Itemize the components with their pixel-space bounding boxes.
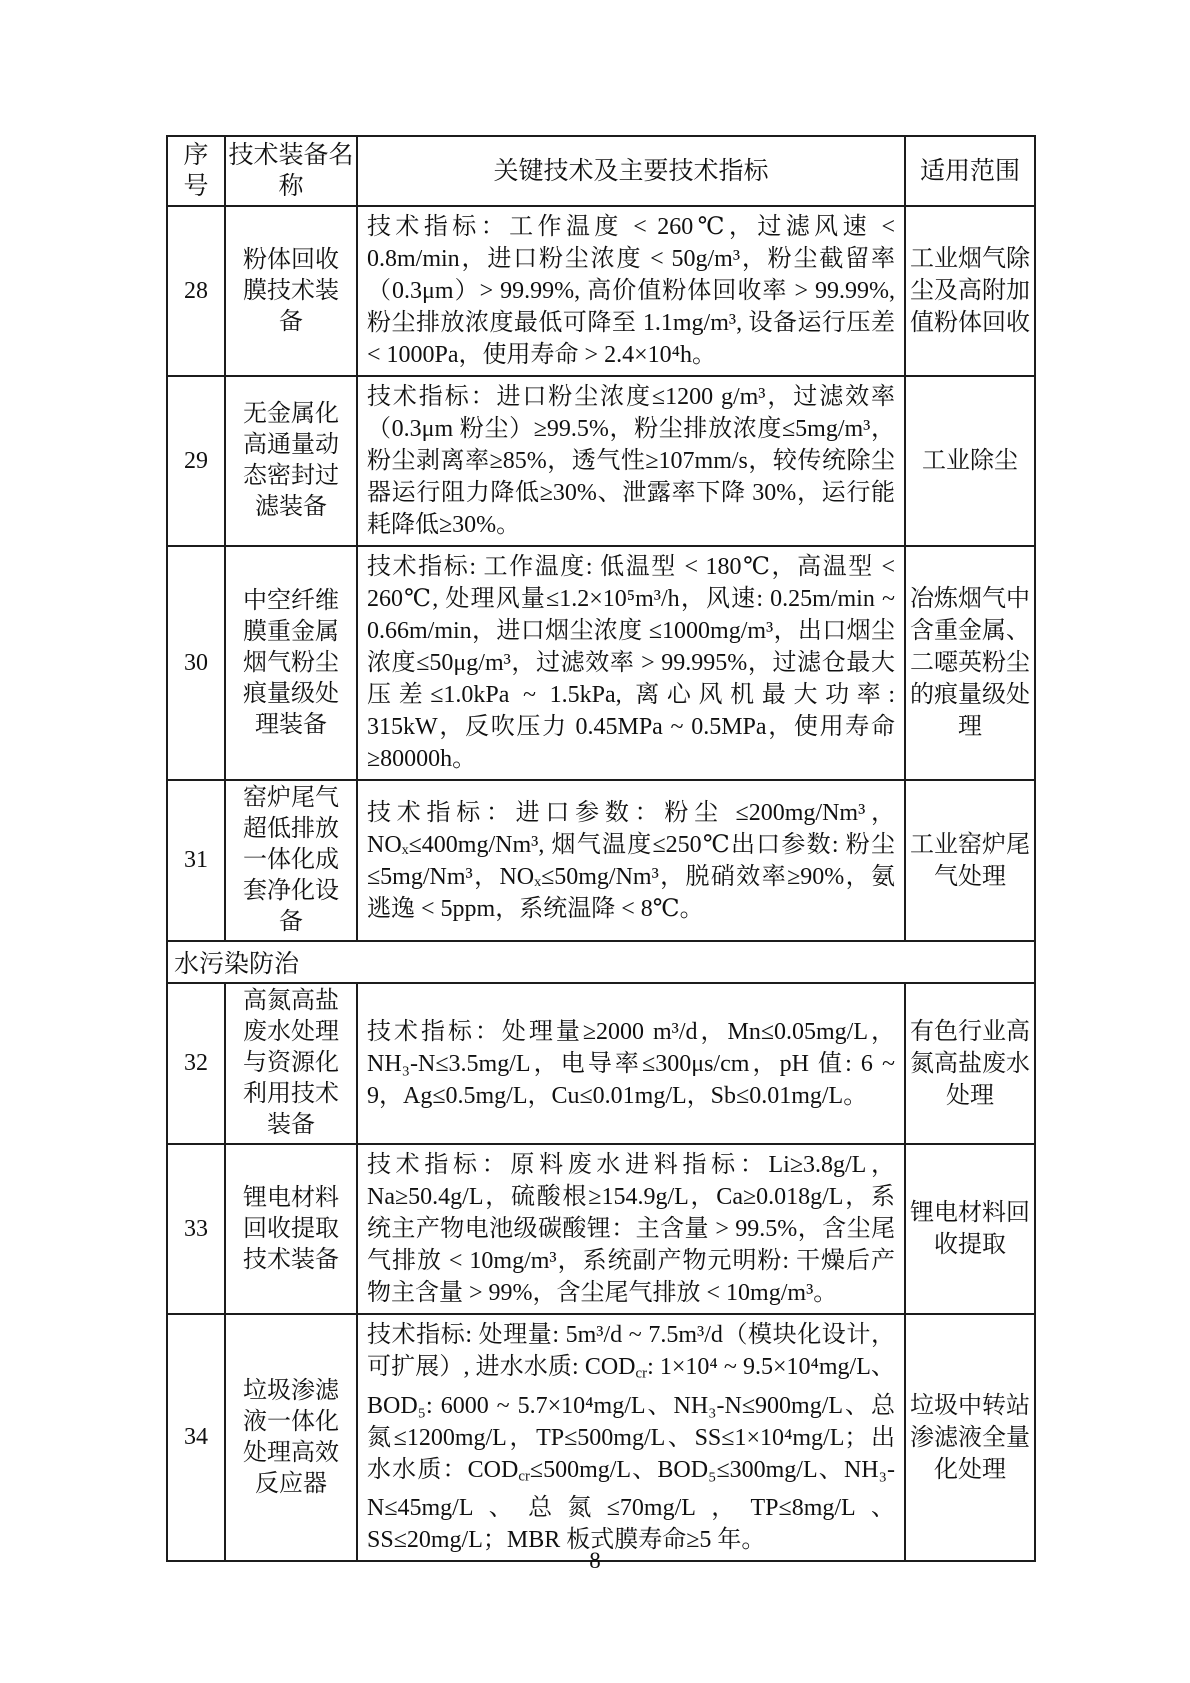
table-row: [167, 780, 1035, 941]
equipment-spec-table: [166, 135, 1036, 1562]
tech-spec-cell: 技术指标：工作温度 < 260℃，过滤风速 < 0.8m/min，进口粉尘浓度 < 50g/m³，粉尘截留率（0.3μm）> 99.99%, 高价值粉体回收率 > 99.99%, 粉尘排放浓度最低可降至 1.1mg/m³, 设备运行压差 < 1000Pa，使用寿命 > 2.4×10⁴h。: [357, 206, 905, 376]
scope-cell: 工业除尘: [905, 376, 1035, 546]
tech-spec-cell: 技术指标: 处理量: 5m³/d ~ 7.5m³/d（模块化设计，可扩展）, 进水水质: $COD_{cr}$: 1×10⁴ ~ 9.5×10⁴mg/L、BOD₅: 6000 ~ 5.7×10⁴mg/L、NH₃-N≤900mg/L、总氮≤1200mg/L，TP≤500mg/L、SS≤1×10⁴mg/L；出水水质：$COD_{cr}\le 500mg/L$、BOD₅≤300mg/L、NH₃-N≤45mg/L、总氮≤70mg/L，TP≤8mg/L、SS≤20mg/L；MBR 板式膜寿命≥5 年。: [357, 1314, 905, 1561]
table-row: [167, 1314, 1035, 1561]
tech-spec-cell: 技术指标: 工作温度: 低温型 < 180℃，高温型 < 260℃, 处理风量≤1.2×10⁵m³/h，风速: 0.25m/min ~ 0.66m/min，进口烟尘浓度 ≤1000mg/m³，出口烟尘浓度≤50μg/m³，过滤效率 > 99.995%，过滤仓最大压差≤1.0kPa ~ 1.5kPa, 离心风机最大功率: 315kW，反吹压力 0.45MPa ~ 0.5MPa，使用寿命≥80000h。: [357, 546, 905, 780]
table-row: [167, 1144, 1035, 1314]
tech-spec-cell: 技术指标：进口粉尘浓度≤1200 g/m³，过滤效率（0.3μm 粉尘）≥99.5%，粉尘排放浓度≤5mg/m³，粉尘剥离率≥85%，透气性≥107mm/s，较传统除尘器运行阻力降低≥30%、泄露率下降 30%，运行能耗降低≥30%。: [357, 376, 905, 546]
equipment-name-cell: 垃圾渗滤液一体化处理高效反应器: [225, 1314, 357, 1561]
equipment-name-cell: 无金属化高通量动态密封过滤装备: [225, 376, 357, 546]
header-cell-scope: 适用范围: [905, 136, 1035, 206]
header-cell-name: 技术装备名称: [225, 136, 357, 206]
scope-cell: 工业窑炉尾气处理: [905, 780, 1035, 941]
table-row: [167, 206, 1035, 376]
page-number: 8: [589, 1548, 601, 1573]
row-number-cell: 29: [167, 376, 225, 546]
scope-cell: 锂电材料回收提取: [905, 1144, 1035, 1314]
table-row: [167, 376, 1035, 546]
section-header-label: 水污染防治: [167, 941, 1035, 983]
scope-cell: 垃圾中转站渗滤液全量化处理: [905, 1314, 1035, 1561]
section-header-row: [167, 941, 1035, 983]
row-number-cell: 30: [167, 546, 225, 780]
equipment-name-cell: 粉体回收膜技术装备: [225, 206, 357, 376]
header-cell-number: [167, 136, 225, 206]
row-number-cell: 33: [167, 1144, 225, 1314]
row-number-cell: 34: [167, 1314, 225, 1561]
equipment-name-cell: 窑炉尾气超低排放一体化成套净化设备: [225, 780, 357, 941]
tech-spec-cell: 技术指标：处理量≥2000 m³/d，Mn≤0.05mg/L，NH₃-N≤3.5mg/L，电导率≤300μs/cm，pH 值: 6 ~ 9，Ag≤0.5mg/L，Cu≤0.01mg/L，Sb≤0.01mg/L。: [357, 983, 905, 1144]
scope-cell: 冶炼烟气中含重金属、二噁英粉尘的痕量级处理: [905, 546, 1035, 780]
table-row: [167, 983, 1035, 1144]
table-row: [167, 546, 1035, 780]
header-label-number: 序号: [183, 141, 209, 200]
equipment-name-cell: 中空纤维膜重金属烟气粉尘痕量级处理装备: [225, 546, 357, 780]
scope-cell: 工业烟气除尘及高附加值粉体回收: [905, 206, 1035, 376]
row-number-cell: 32: [167, 983, 225, 1144]
equipment-name-cell: 锂电材料回收提取技术装备: [225, 1144, 357, 1314]
table-header-row: [167, 136, 1035, 206]
scope-cell: 有色行业高氮高盐废水处理: [905, 983, 1035, 1144]
tech-spec-cell: 技术指标：原料废水进料指标：Li≥3.8g/L，Na≥50.4g/L，硫酸根≥154.9g/L，Ca≥0.018g/L，系统主产物电池级碳酸锂：主含量 > 99.5%，含尘尾气排放 < 10mg/m³，系统副产物元明粉: 干燥后产物主含量 > 99%，含尘尾气排放 < 10mg/m³。: [357, 1144, 905, 1314]
row-number-cell: 31: [167, 780, 225, 941]
row-number-cell: 28: [167, 206, 225, 376]
header-cell-spec: 关键技术及主要技术指标: [357, 136, 905, 206]
tech-spec-cell: 技术指标：进口参数：粉尘 ≤200mg/Nm³，NOₓ≤400mg/Nm³, 烟气温度≤250℃出口参数: 粉尘 ≤5mg/Nm³，NOₓ≤50mg/Nm³，脱硝效率≥90%，氨逃逸 < 5ppm，系统温降 < 8℃。: [357, 780, 905, 941]
equipment-name-cell: 高氮高盐废水处理与资源化利用技术装备: [225, 983, 357, 1144]
